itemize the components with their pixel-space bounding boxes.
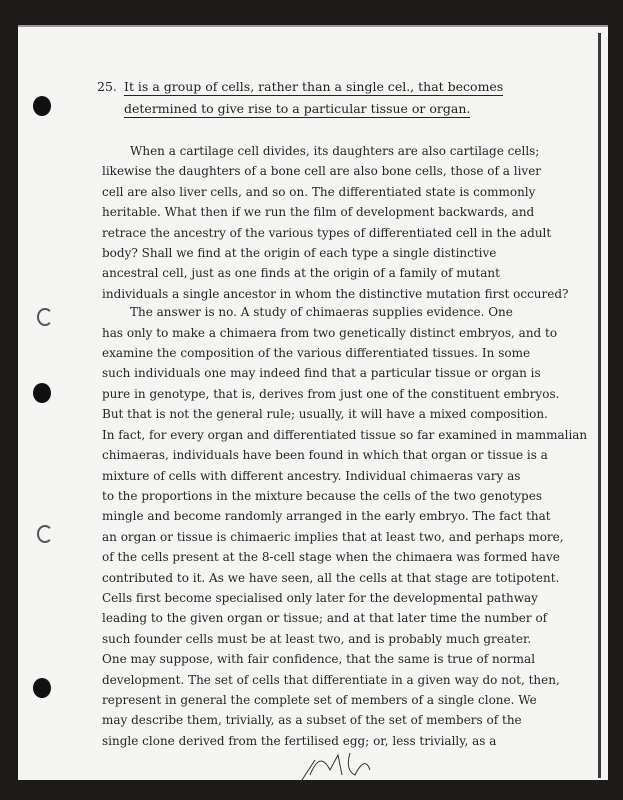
text-line: contributed to it. As we have seen, all the cells at that stage are totipotent.: [102, 570, 560, 585]
body-text: [102, 141, 588, 751]
section-heading-line-1: [97, 79, 503, 94]
text-line: In fact, for every organ and differentiated tissue so far examined in mammalian: [102, 427, 588, 442]
heading-text: It is a group of cells, rather than a single cel., that becomes: [124, 79, 504, 94]
text-line: When a cartilage cell divides, its daughters are also cartilage cells;: [130, 144, 540, 158]
text-line: of the cells present at the 8-cell stage when the chimaera was formed have: [102, 550, 560, 565]
text-line: likewise the daughters of a bone cell are also bone cells, those of a liver: [102, 164, 542, 179]
text-line: The answer is no. A study of chimaeras supplies evidence. One: [130, 305, 513, 320]
section-heading-line-2: [124, 101, 470, 116]
text-line: such individuals one may indeed find that a particular tissue or organ is: [102, 366, 541, 381]
text-line: One may suppose, with fair confidence, that the same is true of normal: [102, 652, 536, 667]
text-line: pure in genotype, that is, derives from just one of the constituent embryos.: [102, 386, 560, 401]
punch-hole: [33, 383, 51, 403]
text-line: cell are also liver cells, and so on. The differentiated state is commonly: [102, 184, 536, 199]
text-line: But that is not the general rule; usually, it will have a mixed composition.: [102, 407, 548, 422]
punch-hole: [33, 96, 51, 116]
text-line: single clone derived from the fertilised egg; or, less trivially, as a: [102, 733, 497, 748]
text-line: retrace the ancestry of the various types of differentiated cell in the adult: [102, 225, 552, 240]
text-line: ancestral cell, just as one finds at the origin of a family of mutant: [102, 266, 500, 281]
text-line: represent in general the complete set of members of a single clone. We: [102, 692, 537, 707]
heading-text: determined to give rise to a particular tissue or organ.: [124, 101, 471, 116]
text-line: has only to make a chimaera from two genetically distinct embryos, and to: [102, 325, 558, 340]
text-line: an organ or tissue is chimaeric implies that at least two, and perhaps more,: [102, 529, 564, 544]
paragraph: [102, 141, 569, 304]
text-line: mixture of cells with different ancestry. Individual chimaeras vary as: [102, 468, 521, 483]
text-line: to the proportions in the mixture because the cells of the two genotypes: [102, 488, 542, 503]
section-number: 25.: [97, 79, 117, 94]
text-line: Cells first become specialised only later for the developmental pathway: [102, 590, 538, 605]
page-edge: [598, 33, 601, 778]
text-line: examine the composition of the various differentiated tissues. In some: [102, 346, 531, 361]
ring-mark: [37, 525, 53, 543]
ring-mark: [37, 308, 53, 326]
punch-hole: [33, 678, 51, 698]
text-line: may describe them, trivially, as a subset of the set of members of the: [102, 713, 522, 728]
text-line: leading to the given organ or tissue; and at that later time the number of: [102, 611, 548, 626]
text-line: such founder cells must be at least two, and is probably much greater.: [102, 631, 532, 646]
text-line: mingle and become randomly arranged in the early embryo. The fact that: [102, 509, 551, 524]
text-line: development. The set of cells that differentiate in a given way do not, then,: [102, 672, 560, 687]
text-line: body? Shall we find at the origin of each type a single distinctive: [102, 246, 497, 261]
text-line: heritable. What then if we run the film of development backwards, and: [102, 205, 535, 220]
handwritten-signature: [290, 745, 390, 785]
text-line: individuals a single ancestor in whom the distinctive mutation first occured?: [102, 286, 569, 301]
paragraph: [102, 302, 588, 751]
text-line: chimaeras, individuals have been found in which that organ or tissue is a: [102, 448, 548, 463]
